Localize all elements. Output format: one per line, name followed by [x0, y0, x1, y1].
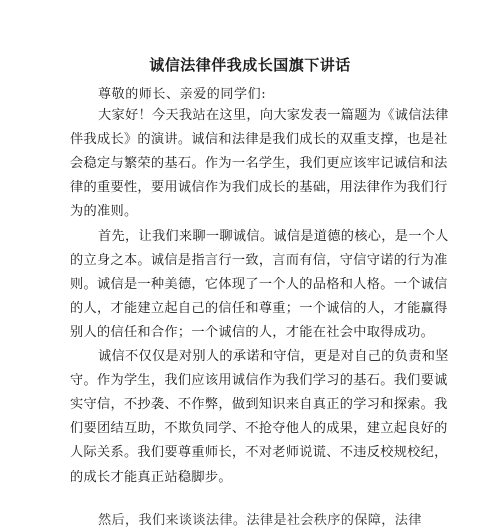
greeting: 尊敬的师长、亲爱的同学们: — [98, 87, 267, 102]
paragraph-line: 则。诚信是一种美德，它体现了一个人的品格和人格。一个诚信 — [70, 277, 448, 292]
paragraph-line: 为的准则。 — [70, 204, 138, 219]
paragraph-line: 别人的信任和合作；一个诚信的人，才能在社会中取得成功。 — [70, 325, 435, 340]
paragraph-line: 们要团结互助，不欺负同学、不抢夺他人的成果，建立起良好的 — [70, 421, 448, 436]
paragraph-line: 人际关系。我们要尊重师长，不对老师说谎、不违反校规校纪， — [70, 445, 448, 460]
paragraph-line: 实守信，不抄袭、不作弊，做到知识来自真正的学习和探索。我 — [70, 397, 448, 412]
paragraph-line: 律的重要性，要用诚信作为我们成长的基础，用法律作为我们行 — [70, 180, 448, 195]
paragraph-line: 守。作为学生，我们应该用诚信作为我们学习的基石。我们要诚 — [70, 373, 448, 388]
paragraph-line: 首先，让我们来聊一聊诚信。诚信是道德的核心，是一个人 — [98, 229, 449, 244]
paragraph-line: 的立身之本。诚信是指言行一致，言而有信，守信守诺的行为准 — [70, 253, 448, 268]
paragraph-line: 的人，才能建立起自己的信任和尊重；一个诚信的人，才能赢得 — [70, 301, 448, 316]
page-title: 诚信法律伴我成长国旗下讲话 — [149, 56, 351, 74]
partial-line-clip — [98, 507, 422, 528]
paragraph-line: 大家好！今天我站在这里，向大家发表一篇题为《诚信法律 — [98, 108, 449, 123]
paragraph-line: 伴我成长》的演讲。诚信和法律是我们成长的双重支撑，也是社 — [70, 132, 448, 147]
paragraph-line: 的成长才能真正站稳脚步。 — [70, 470, 232, 485]
paragraph-line: 诚信不仅仅是对别人的承诺和守信，更是对自己的负责和坚 — [98, 349, 449, 364]
partial-line: 然后，我们来谈谈法律。法律是社会秩序的保障，法律 — [98, 513, 422, 528]
paragraph-line: 会稳定与繁荣的基石。作为一名学生，我们更应该牢记诚信和法 — [70, 156, 448, 171]
